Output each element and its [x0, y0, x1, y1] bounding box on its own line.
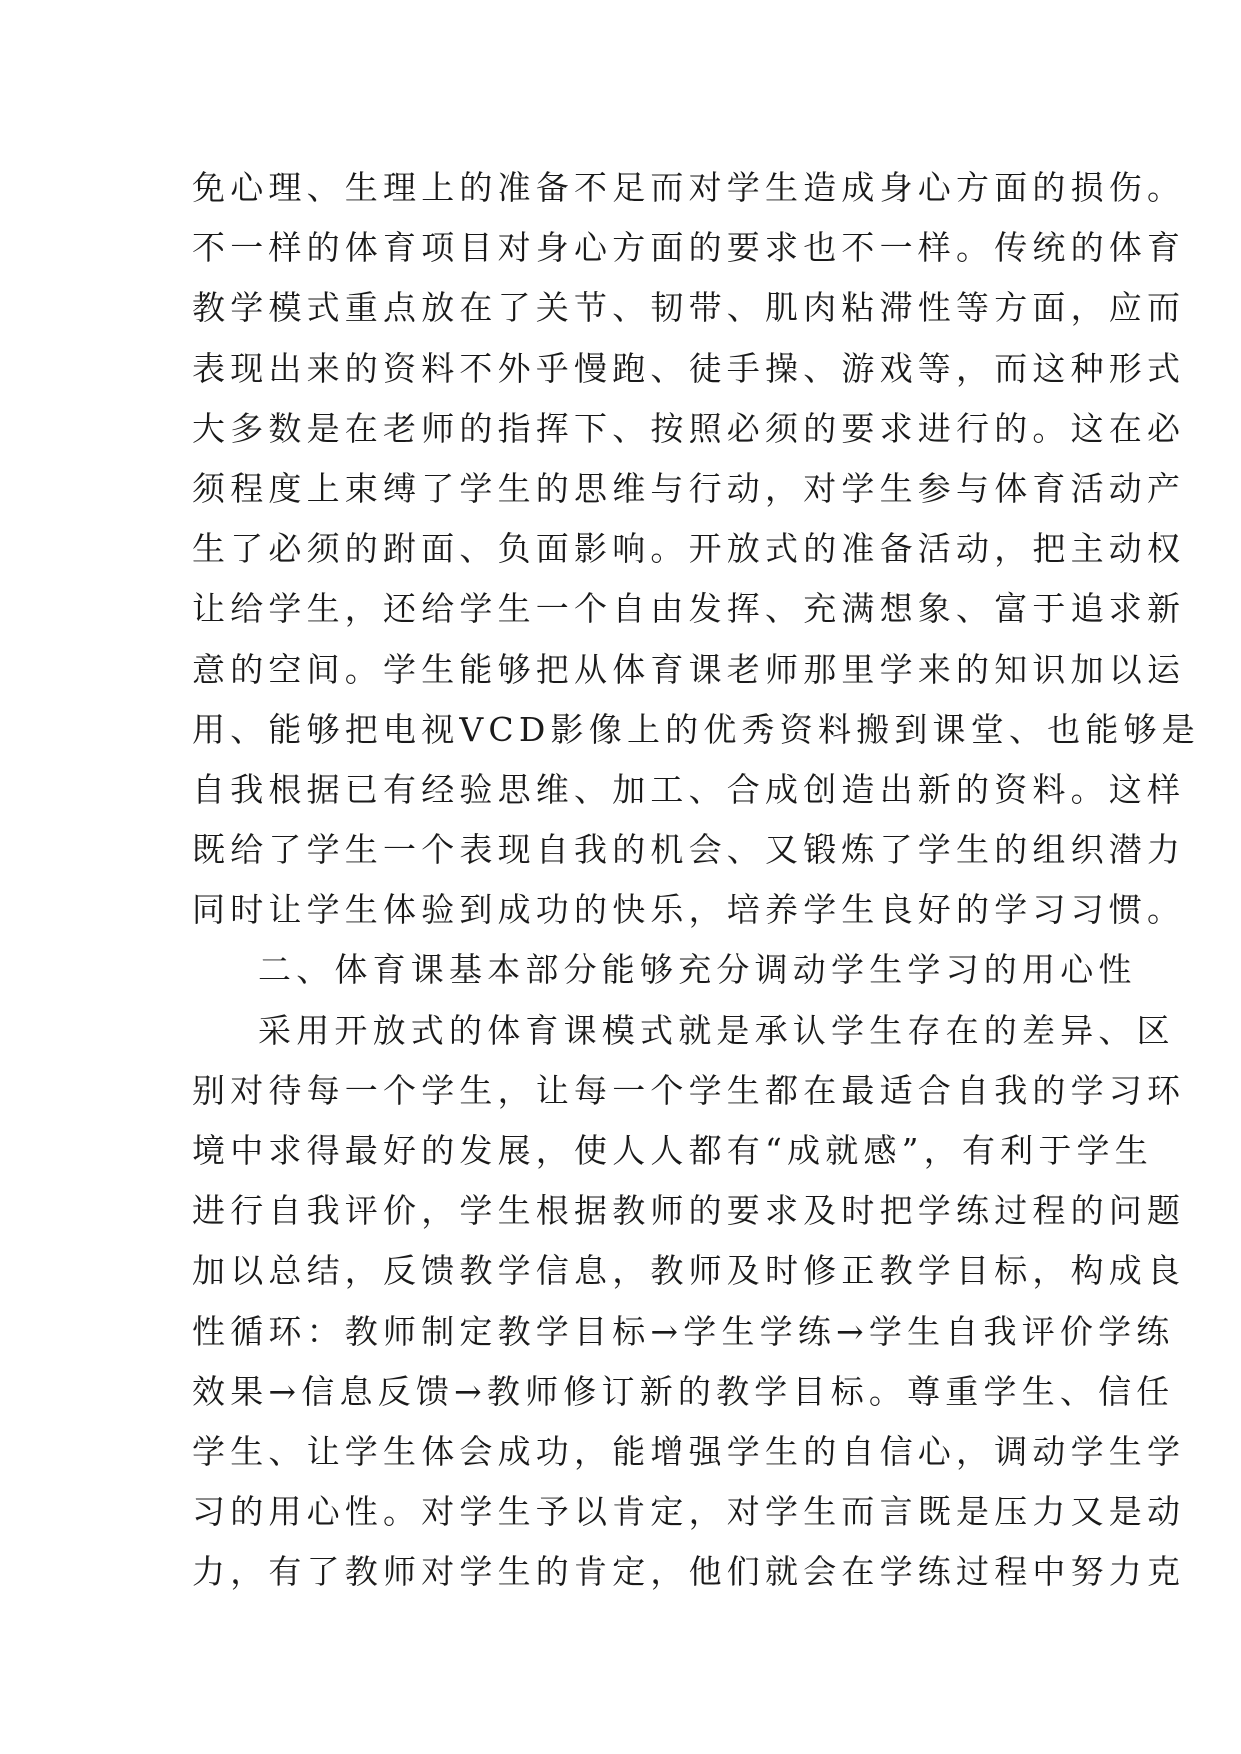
text-line: 习的用心性。对学生予以肯定，对学生而言既是压力又是动: [192, 1492, 1186, 1532]
text-line: 学生、让学生体会成功，能增强学生的自信心，调动学生学: [192, 1431, 1186, 1471]
text-line: 同时让学生体验到成功的快乐，培养学生良好的学习习惯。: [192, 890, 1186, 930]
text-line: 自我根据已有经验思维、加工、合成创造出新的资料。这样: [192, 769, 1186, 809]
text-line: 用、能够把电视VCD影像上的优秀资料搬到课堂、也能够是: [192, 709, 1200, 749]
text-line: 表现出来的资料不外乎慢跑、徒手操、游戏等，而这种形式: [192, 348, 1186, 388]
text-line: 境中求得最好的发展，使人人都有“成就感”，有利于学生: [192, 1131, 1153, 1170]
text-line: 大多数是在老师的指挥下、按照必须的要求进行的。这在必: [192, 408, 1186, 448]
text-line: 性循环：教师制定教学目标→学生学练→学生自我评价学练: [192, 1311, 1175, 1351]
text-line: 进行自我评价，学生根据教师的要求及时把学练过程的问题: [192, 1191, 1186, 1231]
text-line: 免心理、生理上的准备不足而对学生造成身心方面的损伤。: [192, 168, 1186, 207]
text-line: 加以总结，反馈教学信息，教师及时修正教学目标，构成良: [192, 1251, 1186, 1291]
text-line: 生了必须的跗面、负面影响。开放式的准备活动，把主动权: [192, 529, 1186, 569]
text-line: 须程度上束缚了学生的思维与行动，对学生参与体育活动产: [192, 468, 1186, 508]
body-text: [192, 158, 1200, 1603]
text-line: 教学模式重点放在了关节、韧带、肌肉粘滞性等方面，应而: [192, 288, 1186, 328]
text-line: 意的空间。学生能够把从体育课老师那里学来的知识加以运: [192, 649, 1186, 689]
text-line: 既给了学生一个表现自我的机会、又锻炼了学生的组织潜力: [192, 830, 1186, 870]
text-line: 别对待每一个学生，让每一个学生都在最适合自我的学习环: [192, 1070, 1186, 1110]
text-line: 效果→信息反馈→教师修订新的教学目标。尊重学生、信任: [192, 1371, 1175, 1411]
section-heading: 二、体育课基本部分能够充分调动学生学习的用心性: [258, 950, 1137, 990]
text-line: 不一样的体育项目对身心方面的要求也不一样。传统的体育: [192, 228, 1186, 268]
text-line: 让给学生，还给学生一个自由发挥、充满想象、富于追求新: [192, 589, 1186, 629]
text-line: 力，有了教师对学生的肯定，他们就会在学练过程中努力克: [192, 1552, 1186, 1592]
text-line: 采用开放式的体育课模式就是承认学生存在的差异、区: [258, 1010, 1175, 1050]
